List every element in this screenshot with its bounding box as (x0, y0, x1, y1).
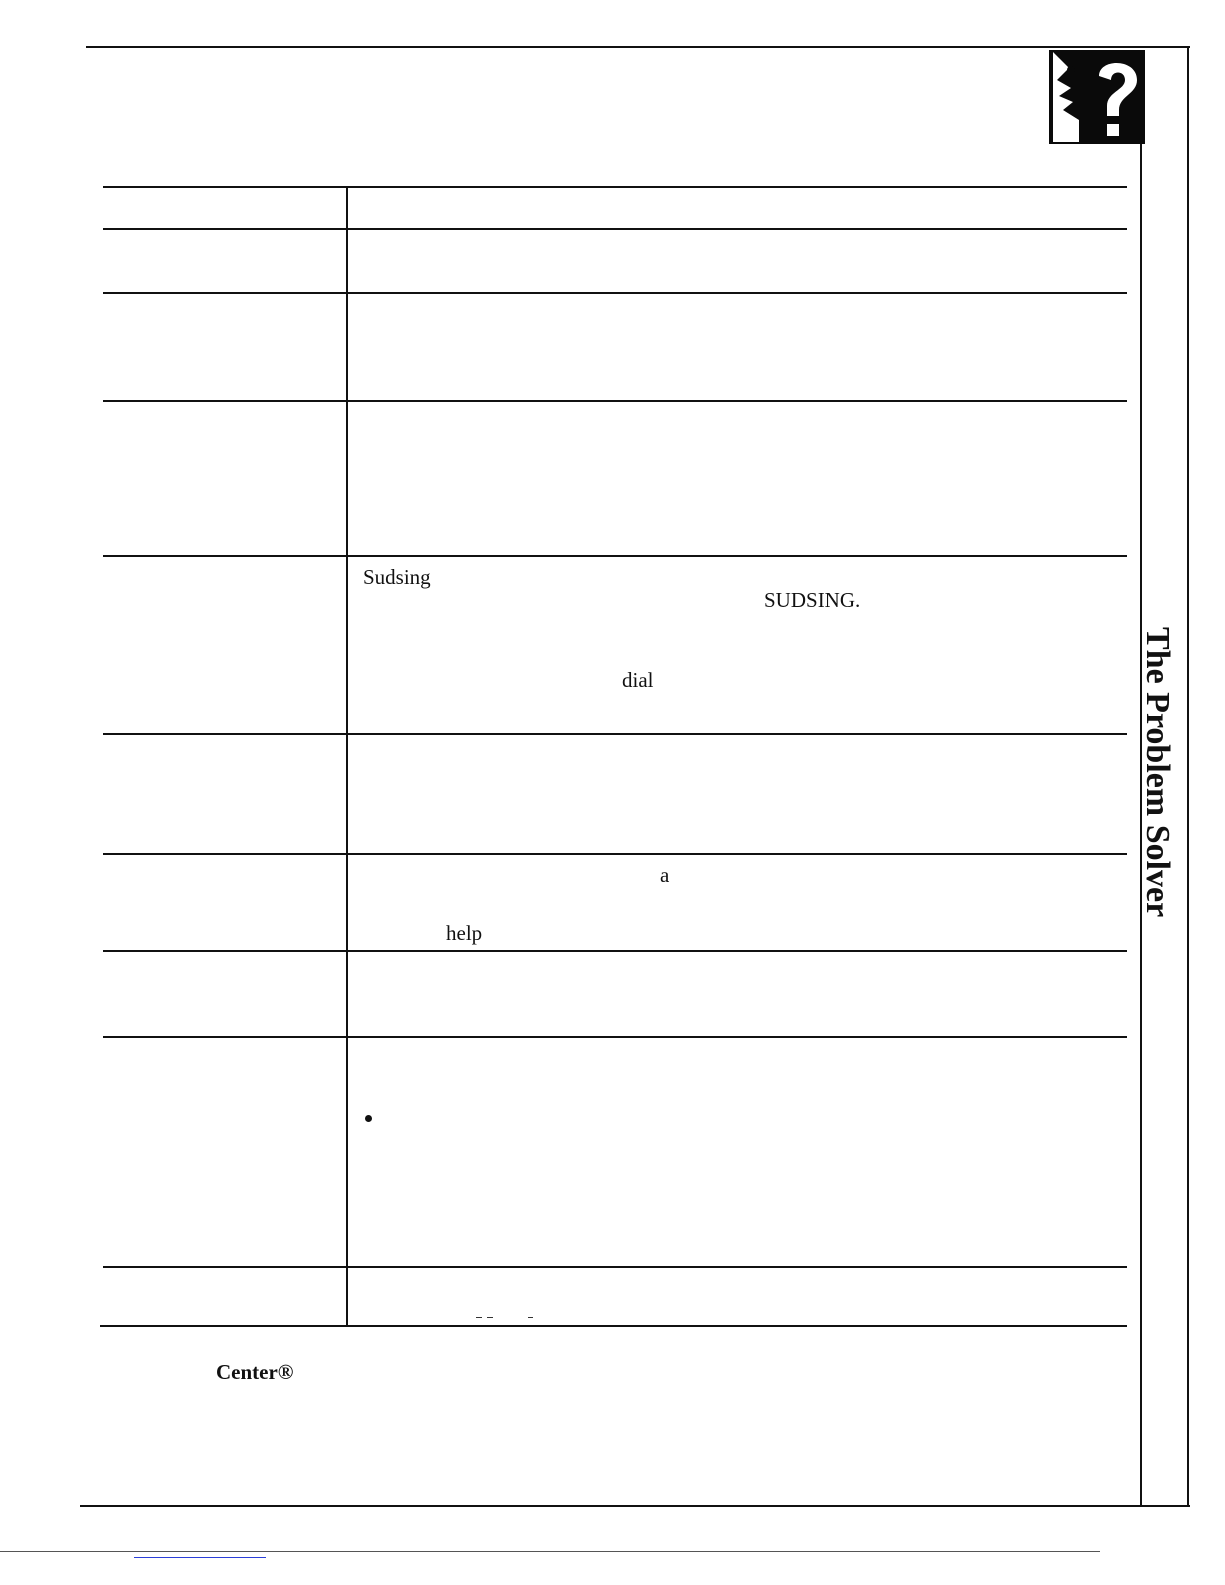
row-divider (103, 228, 1127, 230)
question-face-icon (1049, 50, 1145, 144)
bottom-link-underline (134, 1557, 266, 1558)
row-divider (103, 1266, 1127, 1268)
table-bottom-rule (100, 1325, 1127, 1327)
text-fragment: a (660, 863, 670, 887)
row-divider (103, 1036, 1127, 1038)
table-column-divider (346, 186, 348, 1326)
row-divider (103, 400, 1127, 402)
row-divider (103, 292, 1127, 294)
scan-mark (476, 1317, 482, 1318)
row-divider (103, 950, 1127, 952)
text-fragment: SUDSING. (764, 588, 861, 612)
text-fragment: Sudsing (363, 565, 431, 589)
row-divider (103, 555, 1127, 557)
footer-rule (80, 1505, 1190, 1507)
table-top-rule (103, 186, 1127, 188)
bottom-thin-rule (0, 1551, 1100, 1552)
scan-mark (528, 1317, 533, 1318)
row-divider (103, 733, 1127, 735)
text-fragment: dial (622, 668, 654, 692)
right-frame-outer (1187, 46, 1189, 1506)
text-fragment: help (446, 921, 483, 945)
section-title: The Problem Solver (1139, 627, 1176, 918)
row-divider (103, 853, 1127, 855)
bullet-icon (365, 1115, 372, 1122)
footer-center-text: Center® (216, 1360, 294, 1384)
top-rule (86, 46, 1190, 48)
scan-mark (487, 1317, 493, 1318)
